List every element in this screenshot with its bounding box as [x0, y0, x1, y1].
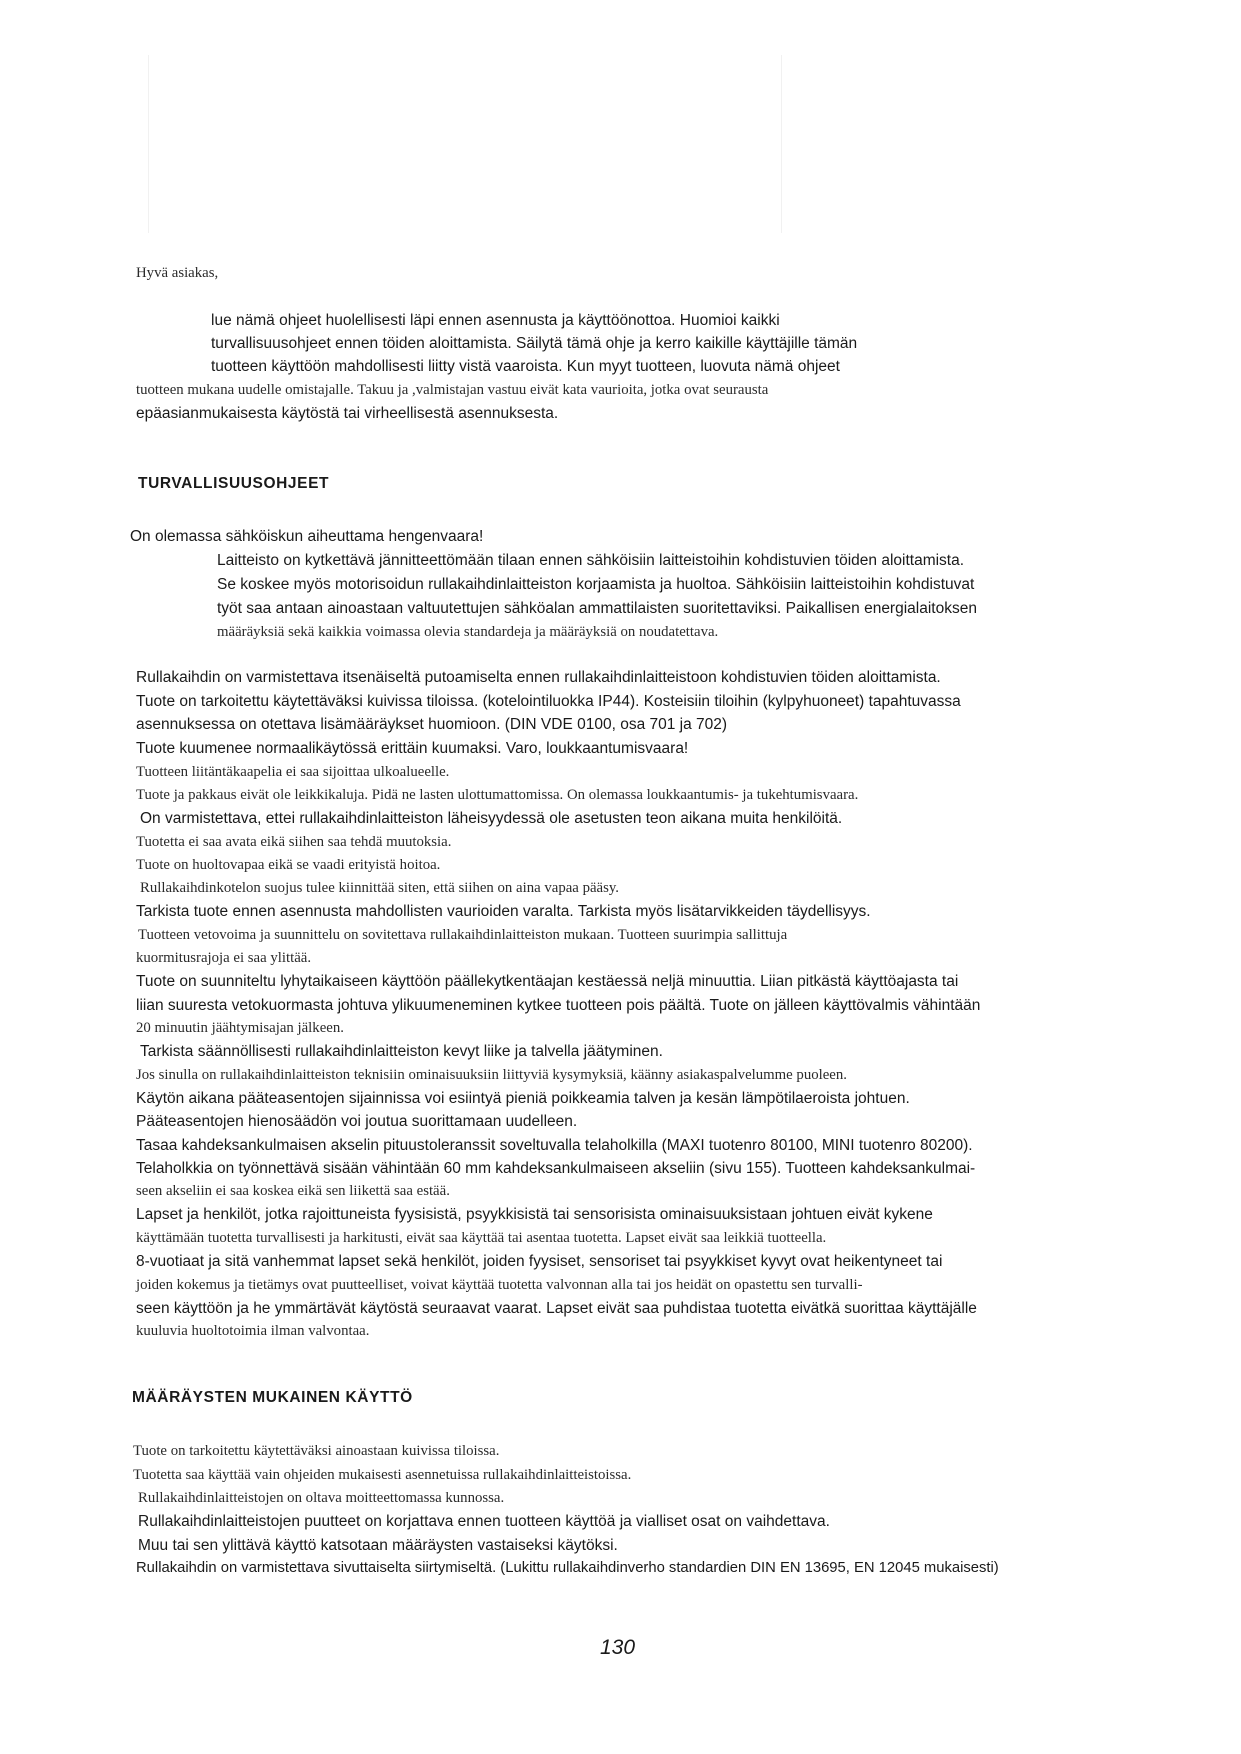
safety-line: Käytön aikana pääteasentojen sijainnissa voi esiintyä pieniä poikkeamia talven ja kesän lämpötilaeroista johtuen.: [136, 1090, 910, 1107]
safety-line: Lapset ja henkilöt, jotka rajoittuneista fyysisistä, psyykkisistä tai sensorisista ominaisuuksistaan johtuen eivät kykene: [136, 1206, 933, 1223]
faded-frame: [148, 55, 782, 233]
safety-line: Tarkista tuote ennen asennusta mahdollisten vaurioiden varalta. Tarkista myös lisätarvikkeiden täydellisyys.: [136, 903, 871, 920]
intro-line: epäasianmukaisesta käytöstä tai virheellisestä asennuksesta.: [136, 405, 559, 422]
intro-line: tuotteen käyttöön mahdollisesti liitty vistä vaaroista. Kun myyt tuotteen, luovuta nämä ohjeet: [211, 358, 840, 375]
intended-use-line: Rullakaihdin on varmistettava sivuttaiselta siirtymiseltä. (Lukittu rullakaihdinverho standardien DIN EN 13695, EN 12045 mukaisesti): [136, 1560, 999, 1576]
intended-use-heading: MÄÄRÄYSTEN MUKAINEN KÄYTTÖ: [132, 1389, 413, 1406]
safety-line: joiden kokemus ja tietämys ovat puutteelliset, voivat käyttää tuotetta valvonnan alla tai jos heidät on opastettu sen turvalli-: [136, 1277, 863, 1293]
safety-line: seen käyttöön ja he ymmärtävät käytöstä seuraavat vaarat. Lapset eivät saa puhdistaa tuotetta eivätkä suorittaa käyttäjälle: [136, 1300, 977, 1317]
safety-line: On varmistettava, ettei rullakaihdinlaitteiston läheisyydessä ole asetusten teon aikana muita henkilöitä.: [140, 810, 843, 827]
greeting: Hyvä asiakas,: [136, 265, 219, 281]
safety-line: Tuote kuumenee normaalikäytössä erittäin kuumaksi. Varo, loukkaantumisvaara!: [136, 740, 689, 757]
safety-line: Telaholkkia on työnnettävä sisään vähintään 60 mm kahdeksankulmaiseen akseliin (sivu 155). Tuotteen kahdeksankulmai-: [136, 1160, 976, 1177]
safety-line: 8-vuotiaat ja sitä vanhemmat lapset sekä henkilöt, joiden fyysiset, sensoriset tai psyykkiset kyvyt ovat heikentyneet tai: [136, 1253, 943, 1270]
safety-line: Tuote on suunniteltu lyhytaikaiseen käyttöön päällekytkentäajan kestäessä neljä minuuttia. Liian pitkästä käyttöajasta tai: [136, 973, 959, 990]
safety-line: Rullakaihdin on varmistettava itsenäiseltä putoamiselta ennen rullakaihdinlaitteistoon kohdistuvien töiden aloittamista.: [136, 669, 941, 686]
intro-line: tuotteen mukana uudelle omistajalle. Takuu ja ,valmistajan vastuu eivät kata vaurioita, jotka ovat seurausta: [136, 382, 769, 398]
intended-use-line: Rullakaihdinlaitteistojen on oltava moitteettomassa kunnossa.: [138, 1490, 505, 1506]
intended-use-line: Rullakaihdinlaitteistojen puutteet on korjattava ennen tuotteen käyttöä ja vialliset osat on vaihdettava.: [138, 1513, 830, 1530]
safety-line: kuuluvia huoltotoimia ilman valvontaa.: [136, 1323, 370, 1339]
safety-line: Tarkista säännöllisesti rullakaihdinlaitteiston kevyt liike ja talvella jäätyminen.: [140, 1043, 663, 1060]
safety-line: Jos sinulla on rullakaihdinlaitteiston teknisiin ominaisuuksiin liittyviä kysymyksiä, käänny asiakaspalvelumme puoleen.: [136, 1067, 847, 1083]
safety-line: Tuote on huoltovapaa eikä se vaadi erityistä hoitoa.: [136, 857, 441, 873]
intended-use-line: Muu tai sen ylittävä käyttö katsotaan määräysten vastaiseksi käytöksi.: [138, 1537, 618, 1554]
safety-line: Rullakaihdinkotelon suojus tulee kiinnittää siten, että siihen on aina vapaa pääsy.: [140, 880, 619, 896]
safety-line: Tuotteen vetovoima ja suunnittelu on sovitettava rullakaihdinlaitteiston mukaan. Tuotteen suurimpia sallittuja: [138, 927, 788, 943]
safety-line: Tuote ja pakkaus eivät ole leikkikaluja. Pidä ne lasten ulottumattomissa. On olemassa loukkaantumis- ja tukehtumisvaara.: [136, 787, 859, 803]
danger-line: Se koskee myös motorisoidun rullakaihdinlaitteiston korjaamista ja huoltoa. Sähköisiin laitteistoihin kohdistuvat: [217, 576, 975, 593]
safety-line: 20 minuutin jäähtymisajan jälkeen.: [136, 1020, 344, 1036]
page-number: 130: [600, 1636, 636, 1659]
safety-heading: TURVALLISUUSOHJEET: [138, 475, 330, 492]
intended-use-line: Tuotetta saa käyttää vain ohjeiden mukaisesti asennetuissa rullakaihdinlaitteistoissa.: [133, 1467, 632, 1483]
intended-use-line: Tuote on tarkoitettu käytettäväksi ainoastaan kuivissa tiloissa.: [133, 1443, 500, 1459]
safety-line: liian suuresta vetokuormasta johtuva ylikuumeneminen kytkee tuotteen pois päältä. Tuote on jälleen käyttövalmis vähintään: [136, 997, 981, 1014]
danger-line: määräyksiä sekä kaikkia voimassa olevia standardeja ja määräyksiä on noudatettava.: [217, 624, 719, 640]
danger-title: On olemassa sähköiskun aiheuttama hengenvaara!: [130, 528, 484, 545]
danger-line: työt saa antaan ainoastaan valtuutettujen sähköalan ammattilaisten suoritettaviksi. Paikallisen energialaitoksen: [217, 600, 977, 617]
safety-line: kuormitusrajoja ei saa ylittää.: [136, 950, 312, 966]
intro-line: lue nämä ohjeet huolellisesti läpi ennen asennusta ja käyttöönottoa. Huomioi kaikki: [211, 312, 780, 329]
safety-line: käyttämään tuotetta turvallisesti ja harkitusti, eivät saa käyttää tai asentaa tuotetta. Lapset eivät saa leikkiä tuotteella.: [136, 1230, 827, 1246]
intro-line: turvallisuusohjeet ennen töiden aloittamista. Säilytä tämä ohje ja kerro kaikille käyttäjille tämän: [211, 335, 858, 352]
safety-line: seen akseliin ei saa koskea eikä sen liikettä saa estää.: [136, 1183, 450, 1199]
danger-line: Laitteisto on kytkettävä jännitteettömään tilaan ennen sähköisiin laitteistoihin kohdistuvien töiden aloittamista.: [217, 552, 965, 569]
safety-line: asennuksessa on otettava lisämääräykset huomioon. (DIN VDE 0100, osa 701 ja 702): [136, 716, 728, 733]
safety-line: Tuote on tarkoitettu käytettäväksi kuivissa tiloissa. (kotelointiluokka IP44). Kosteisiin tiloihin (kylpyhuoneet) tapahtuvassa: [136, 693, 961, 710]
safety-line: Tuotteen liitäntäkaapelia ei saa sijoittaa ulkoalueelle.: [136, 764, 450, 780]
safety-line: Tuotetta ei saa avata eikä siihen saa tehdä muutoksia.: [136, 834, 452, 850]
safety-line: Tasaa kahdeksankulmaisen akselin pituustoleranssit soveltuvalla telaholkilla (MAXI tuotenro 80100, MINI tuotenro 80200).: [136, 1137, 973, 1154]
safety-line: Pääteasentojen hienosäädön voi joutua suorittamaan uudelleen.: [136, 1113, 578, 1130]
